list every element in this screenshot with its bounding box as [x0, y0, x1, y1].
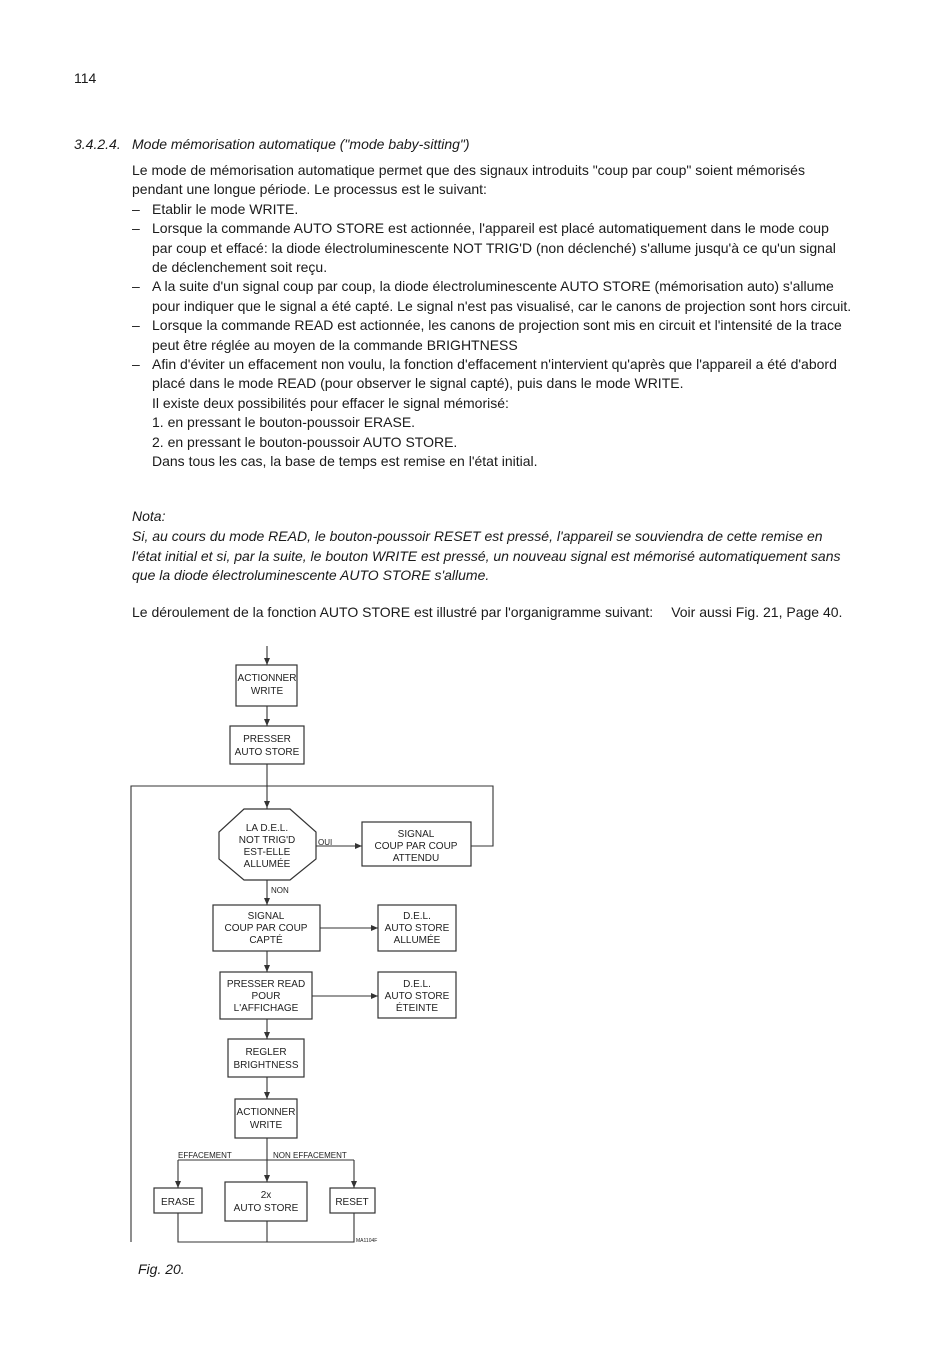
yes-label: OUI	[318, 838, 333, 847]
drawing-code: MA1104F	[356, 1238, 378, 1244]
step-2x-line-1: 2x	[260, 1190, 272, 1201]
flow-description-text: Le déroulement de la fonction AUTO STORE est illustré par l'organigramme suivant:	[132, 604, 654, 620]
step-del-allumee	[378, 905, 456, 951]
step-del-eteinte-line-1: D.E.L.	[403, 979, 431, 990]
nota-label: Nota:	[132, 508, 166, 524]
step-2x-auto-store	[225, 1182, 307, 1221]
step-actionner-write	[236, 665, 297, 706]
step-signal-attendu	[362, 822, 471, 866]
step-erase-label: ERASE	[161, 1197, 195, 1208]
list-item-write-mode: – Etablir le mode WRITE.	[132, 200, 852, 219]
step-del-eteinte-line-2: AUTO STORE	[384, 991, 450, 1002]
non-effacement-label: NON EFFACEMENT	[273, 1151, 347, 1160]
step-del-allumee-line-3: ALLUMÉE	[393, 935, 441, 946]
step-actionner-write-2	[235, 1099, 297, 1138]
decision-not-trigd	[219, 809, 316, 880]
step-presser-auto-store-line-1: PRESSER	[243, 734, 291, 745]
step-reset-label: RESET	[335, 1197, 369, 1208]
closing-sentence: Dans tous les cas, la base de temps est remise en l'état initial.	[152, 453, 538, 470]
step-signal-attendu-line-1: SIGNAL	[397, 829, 435, 840]
step-regler-brightness	[228, 1039, 304, 1077]
see-also-reference: Voir aussi Fig. 21, Page 40.	[671, 604, 843, 620]
step-erase	[154, 1188, 202, 1213]
step-presser-auto-store	[230, 726, 304, 764]
no-label: NON	[271, 886, 289, 895]
list-item-signal-captured: – A la suite d'un signal coup par coup, la diode électroluminescente AUTO STORE (mémorisation auto) s'allume pour indiquer que le signal a été capté. Le signal n'est pas visualisé, car le canons de projection sont hors circuit.	[132, 277, 852, 316]
step-presser-read-line-3: L'AFFICHAGE	[233, 1003, 299, 1014]
step-signal-capte-line-1: SIGNAL	[247, 911, 285, 922]
step-signal-capte-line-2: COUP PAR COUP	[224, 923, 308, 934]
step-del-allumee-line-2: AUTO STORE	[384, 923, 450, 934]
list-item-auto-store: – Lorsque la commande AUTO STORE est actionnée, l'appareil est placé automatiquement dans le mode coup par coup et effacé: la diode électroluminescente NOT TRIG'D (non déclenché) s'allume jusqu'à ce qu'un signal de déclenchement soit reçu.	[132, 219, 852, 277]
nota-text: Si, au cours du mode READ, le bouton-poussoir RESET est pressé, l'appareil se souviendra de cette remise en l'état initial et si, par la suite, le bouton WRITE est pressé, un nouveau signal est mémorisé automatiquement sans que la diode électroluminescente AUTO STORE s'allume.	[132, 528, 841, 584]
list-item-read: – Lorsque la commande READ est actionnée, les canons de projection sont mis en circuit et l'intensité de la trace peut être réglée au moyen de la commande BRIGHTNESS	[132, 316, 852, 355]
step-regler-line-2: BRIGHTNESS	[233, 1060, 299, 1071]
step-actionner-write-line-2: WRITE	[250, 686, 284, 697]
step-presser-read-line-2: POUR	[251, 991, 281, 1002]
list-item-avoid-erase: – Afin d'éviter un effacement non voulu, la fonction d'effacement n'intervient qu'après que l'appareil a été d'abord placé dans le mode READ (pour observer le signal capté), puis dans le mode WRITE.	[132, 355, 852, 394]
section-number: 3.4.2.4.	[74, 136, 121, 152]
intro-line-1: Le mode de mémorisation automatique permet que des signaux introduits "coup par coup" soient mémorisés	[132, 162, 805, 178]
decision-line-4: ALLUMÉE	[243, 859, 291, 870]
decision-line-2: NOT TRIG'D	[238, 835, 296, 846]
step-signal-attendu-line-2: COUP PAR COUP	[374, 841, 458, 852]
intro-line-2: pendant une longue période. Le processus est le suivant:	[132, 181, 487, 198]
step-actionner-write-2-line-1: ACTIONNER	[236, 1107, 296, 1118]
step-actionner-write-2-line-2: WRITE	[249, 1120, 283, 1131]
step-presser-read-line-1: PRESSER READ	[226, 979, 306, 990]
decision-line-1: LA D.E.L.	[245, 823, 289, 834]
step-signal-capte-line-3: CAPTÉ	[249, 935, 283, 946]
step-2x-line-2: AUTO STORE	[233, 1203, 299, 1214]
section-title: Mode mémorisation automatique ("mode baby-sitting")	[132, 136, 470, 152]
decision-line-3: EST-ELLE	[243, 847, 291, 858]
step-actionner-write-line-1: ACTIONNER	[237, 673, 297, 684]
page-number: 114	[74, 70, 97, 86]
step-signal-attendu-line-3: ATTENDU	[392, 853, 440, 864]
effacement-label: EFFACEMENT	[178, 1151, 232, 1160]
erase-option-1: 1. en pressant le bouton-poussoir ERASE.	[152, 414, 416, 431]
step-del-eteinte-line-3: ÉTEINTE	[395, 1003, 439, 1014]
step-regler-line-1: REGLER	[245, 1047, 287, 1058]
step-signal-capte	[213, 905, 320, 951]
step-presser-read	[220, 972, 312, 1019]
step-del-allumee-line-1: D.E.L.	[403, 911, 431, 922]
figure-caption: Fig. 20.	[138, 1261, 185, 1277]
step-del-eteinte	[378, 972, 456, 1018]
step-reset	[330, 1188, 375, 1213]
step-presser-auto-store-line-2: AUTO STORE	[234, 747, 300, 758]
erase-intro: Il existe deux possibilités pour effacer le signal mémorisé:	[152, 394, 509, 411]
erase-option-2: 2. en pressant le bouton-poussoir AUTO STORE.	[152, 433, 458, 450]
